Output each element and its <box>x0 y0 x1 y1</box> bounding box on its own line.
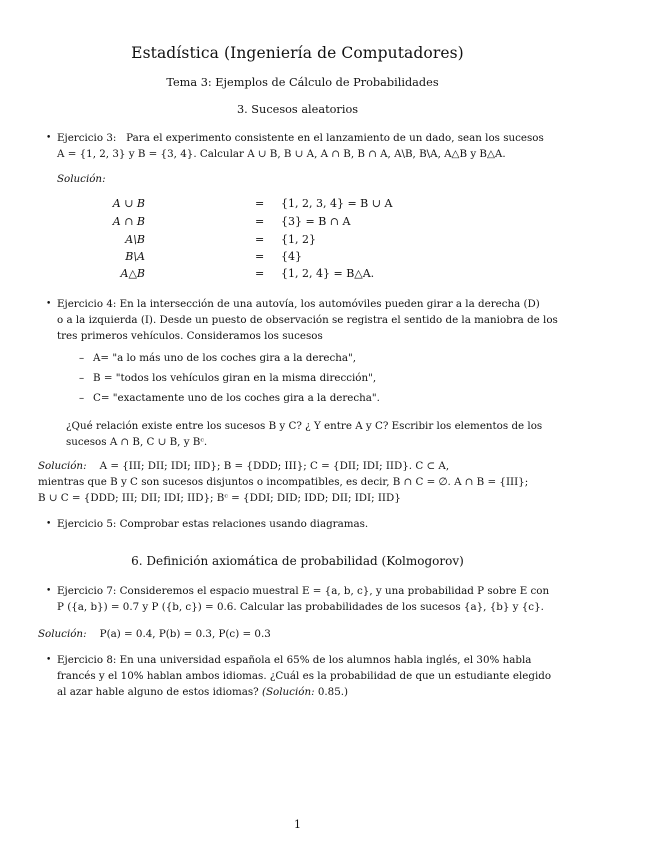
exercise-8-line2: francés y el 10% hablan ambos idiomas. ¿Cuál es la probabilidad de que un estudiante elegido <box>57 670 552 682</box>
equation-lhs: A ∪ B <box>112 197 145 210</box>
equation-lhs: A△B <box>120 267 145 280</box>
exercise-4-line1: En la intersección de una autovía, los automóviles pueden girar a la derecha (D) <box>119 298 540 310</box>
exercise-4-label: Ejercicio 4: <box>57 298 117 310</box>
solution-line1: A = {III; DII; IDI; IID}; B = {DDD; III}; C = {DII; IDI; IID}. C ⊂ A, <box>99 460 450 472</box>
equation-lhs: A ∩ B <box>112 215 145 228</box>
exercise-7-label: Ejercicio 7: <box>57 585 117 597</box>
question-line2: sucesos A ∩ B, C ∪ B, y Bᶜ. <box>66 436 208 448</box>
list-item: – C= "exactamente uno de los coches gira a la derecha". <box>79 392 380 404</box>
exercise-4-line3: tres primeros vehículos. Consideramos los sucesos <box>57 330 323 342</box>
exercise-4-line2: o a la izquierda (I). Desde un puesto de observación se registra el sentido de la maniobra de los <box>57 314 558 326</box>
equation-rhs: {1, 2} <box>281 233 316 246</box>
solution-label: (Solución: <box>261 686 315 698</box>
list-item: – A= "a lo más uno de los coches gira a la derecha", <box>79 352 357 364</box>
solution-label: Solución: <box>38 460 87 472</box>
equation-lhs: A\B <box>125 233 145 246</box>
exercise-7-line2: P ({a, b}) = 0.7 y P ({b, c}) = 0.6. Calcular las probabilidades de los sucesos {a}, {b} y {c}. <box>57 601 544 613</box>
equation-equals: = <box>255 197 265 210</box>
exercise-8-line1: En una universidad española el 65% de los alumnos habla inglés, el 30% habla <box>119 654 532 666</box>
solution-line3: B ∪ C = {DDD; III; DII; IDI; IID}; Bᶜ = {DDI; DID; IDD; DII; IDI; IID} <box>38 492 401 504</box>
page-number: 1 <box>294 818 301 831</box>
exercise-8-label: Ejercicio 8: <box>57 654 117 666</box>
exercise-4-question <box>66 418 559 450</box>
section-heading-3: 3. Sucesos aleatorios <box>236 103 359 116</box>
solution-label: Solución: <box>57 173 106 185</box>
list-item: – B = "todos los vehículos giran en la misma dirección", <box>79 372 377 384</box>
subitem-text: B = "todos los vehículos giran en la misma dirección", <box>93 372 377 384</box>
bullet: • <box>46 586 52 596</box>
equation-equals: = <box>255 250 265 263</box>
solution-line2: mientras que B y C son sucesos disjuntos o incompatibles, es decir, B ∩ C = ∅. A ∩ B = {III}; <box>38 476 529 488</box>
document-subtitle: Tema 3: Ejemplos de Cálculo de Probabilidades <box>166 76 439 89</box>
equation-rhs: {4} <box>281 250 302 263</box>
equation-rhs: {1, 2, 3, 4} = B ∪ A <box>281 197 393 210</box>
subitem-text: A= "a lo más uno de los coches gira a la derecha", <box>93 352 357 364</box>
exercise-7-solution <box>38 626 559 642</box>
exercise-8-line3: al azar hable alguno de estos idiomas? <box>57 686 259 698</box>
bullet: • <box>46 655 52 665</box>
exercise-4 <box>46 296 559 344</box>
bullet: • <box>46 519 52 529</box>
document-title: Estadística (Ingeniería de Computadores) <box>131 44 464 62</box>
exercise-3-label: Ejercicio 3: <box>57 132 117 144</box>
exercise-8 <box>46 652 559 700</box>
equation-rhs: {1, 2, 4} = B△A. <box>281 267 375 280</box>
subitem-text: C= "exactamente uno de los coches gira a la derecha". <box>93 392 380 404</box>
equation-lhs: B\A <box>125 250 145 263</box>
equation-equals: = <box>255 233 265 246</box>
bullet: • <box>46 299 52 309</box>
exercise-4-solution <box>38 458 559 506</box>
equation-rhs: {3} = B ∩ A <box>281 215 351 228</box>
exercise-7-line1: Consideremos el espacio muestral E = {a, b, c}, y una probabilidad P sobre E con <box>119 585 550 597</box>
bullet: • <box>46 133 52 143</box>
solution-text: P(a) = 0.4, P(b) = 0.3, P(c) = 0.3 <box>99 628 271 640</box>
exercise-5-label: Ejercicio 5: <box>57 518 117 530</box>
question-line1: ¿Qué relación existe entre los sucesos B y C? ¿ Y entre A y C? Escribir los elementos de los <box>66 420 543 432</box>
exercise-5-text: Comprobar estas relaciones usando diagramas. <box>119 518 369 530</box>
exercise-3-line1: Para el experimento consistente en el lanzamiento de un dado, sean los sucesos <box>126 132 544 144</box>
solution-label: Solución: <box>38 628 87 640</box>
solution-value: 0.85.) <box>317 686 349 698</box>
equation-equals: = <box>255 267 265 280</box>
exercise-3 <box>46 130 559 162</box>
equation-equals: = <box>255 215 265 228</box>
exercise-7 <box>46 583 559 615</box>
section-heading-6: 6. Definición axiomática de probabilidad (Kolmogorov) <box>131 554 464 568</box>
exercise-5 <box>46 516 559 532</box>
exercise-3-line2: A = {1, 2, 3} y B = {3, 4}. Calcular A ∪ B, B ∪ A, A ∩ B, B ∩ A, A\B, B\A, A△B y B△A. <box>57 148 506 160</box>
